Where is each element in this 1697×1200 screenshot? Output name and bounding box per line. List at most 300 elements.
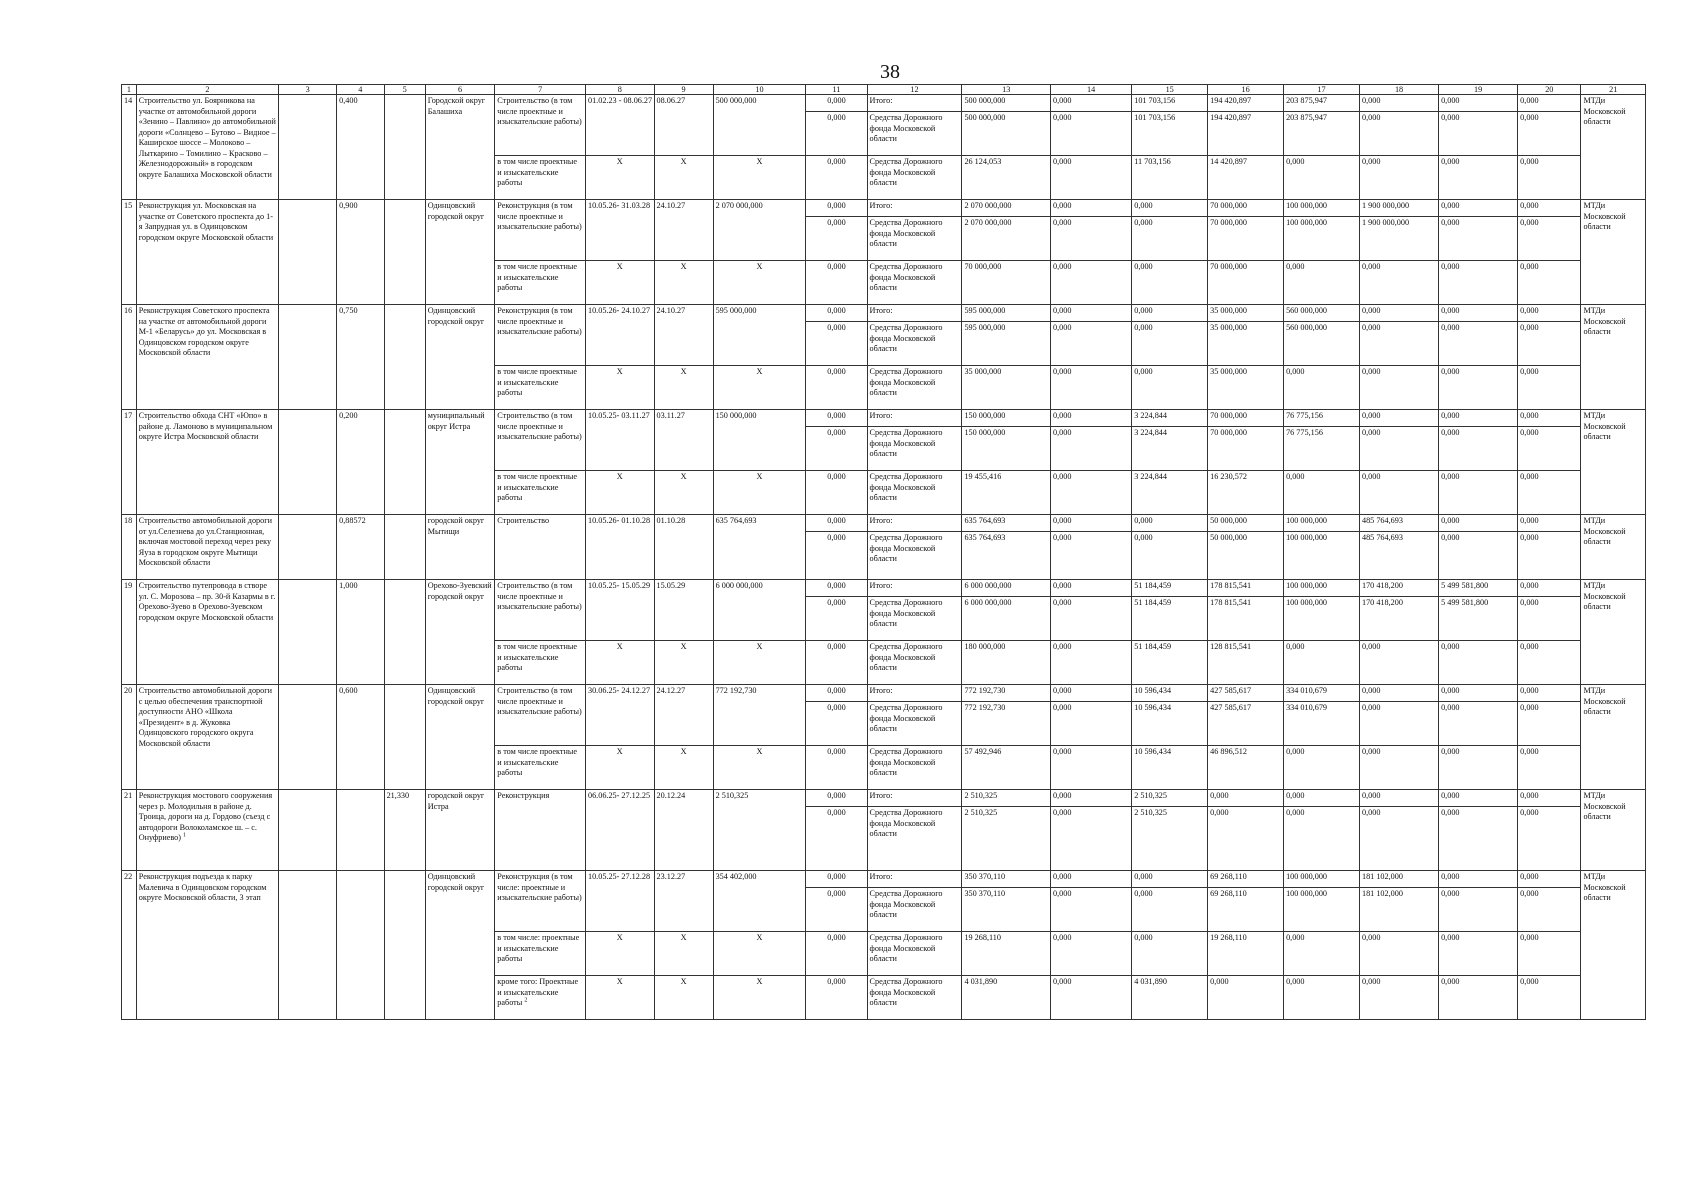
col-11-value: 0,000 [806, 322, 867, 366]
column-3-cell [279, 95, 337, 200]
customer: МТДи Московской области [1581, 685, 1646, 790]
column-number: 14 [1051, 85, 1132, 95]
amount-cell: 427 585,617 [1208, 702, 1284, 746]
commission-date: 24.10.27 [654, 305, 713, 366]
total-cost: 635 764,693 [713, 515, 806, 580]
length-km-alt [384, 515, 425, 580]
amount-cell: 0,000 [1359, 976, 1438, 1020]
column-number: 13 [962, 85, 1051, 95]
commission-date: 08.06.27 [654, 95, 713, 156]
period-dates: 10.05.26- 31.03.28 [585, 200, 654, 261]
column-number: 11 [806, 85, 867, 95]
funding-source: Итого: [867, 685, 962, 702]
work-type-text: в том числе проектные и изыскательские работы [497, 747, 578, 777]
amount-cell: 0,000 [1518, 746, 1581, 790]
col-11-value: 0,000 [806, 888, 867, 932]
amount-cell: 0,000 [1518, 807, 1581, 871]
commission-date: 20.12.24 [654, 790, 713, 871]
amount-cell: 0,000 [1132, 200, 1208, 217]
work-type-text: Строительство (в том числе проектные и изыскательские работы) [497, 96, 582, 126]
amount-cell: 100 000,000 [1284, 200, 1360, 217]
amount-cell: 0,000 [1518, 641, 1581, 685]
amount-cell: 50 000,000 [1208, 532, 1284, 580]
funding-source: Средства Дорожного фонда Московской области [867, 746, 962, 790]
column-number: 19 [1439, 85, 1518, 95]
column-3-cell [279, 515, 337, 580]
commission-date-mark: X [654, 932, 713, 976]
length-km-text: 0,400 [339, 96, 358, 105]
amount-cell: 0,000 [1051, 515, 1132, 532]
work-type-text: Строительство (в том числе проектные и изыскательские работы) [497, 581, 582, 611]
amount-cell: 0,000 [1359, 410, 1438, 427]
amount-cell: 10 596,434 [1132, 746, 1208, 790]
amount-cell: 0,000 [1439, 685, 1518, 702]
work-type-text: Реконструкция [497, 791, 550, 800]
period-dates-mark: X [585, 156, 654, 200]
project-number-text: 19 [124, 581, 133, 590]
amount-cell: 772 192,730 [962, 685, 1051, 702]
funding-source: Средства Дорожного фонда Московской области [867, 366, 962, 410]
amount-cell: 0,000 [1359, 305, 1438, 322]
project-name-text: Реконструкция ул. Московская на участке от Советского проспекта до 1-я Запрудная ул. в Одинцовском городском округе Московской области [138, 201, 274, 242]
col-11-value: 0,000 [806, 95, 867, 112]
amount-cell: 0,000 [1359, 790, 1438, 807]
amount-cell: 0,000 [1439, 217, 1518, 261]
commission-date-mark: X [654, 156, 713, 200]
footnote-mark: 2 [524, 997, 528, 1004]
work-type-text: в том числе проектные и изыскательские работы [497, 472, 578, 502]
length-km-alt [384, 790, 425, 871]
project-number [122, 95, 137, 200]
amount-cell: 0,000 [1051, 807, 1132, 871]
length-km-text: 1,000 [339, 581, 358, 590]
project-name [136, 95, 278, 200]
work-type-text: Строительство (в том числе проектные и изыскательские работы) [497, 686, 582, 716]
column-number: 9 [654, 85, 713, 95]
amount-cell: 35 000,000 [1208, 366, 1284, 410]
amount-cell: 427 585,617 [1208, 685, 1284, 702]
amount-cell: 0,000 [1132, 515, 1208, 532]
amount-cell: 0,000 [1284, 366, 1360, 410]
amount-cell: 70 000,000 [1208, 410, 1284, 427]
length-km-alt [384, 95, 425, 200]
funding-source: Средства Дорожного фонда Московской области [867, 112, 962, 156]
amount-cell: 0,000 [1284, 932, 1360, 976]
project-number-text: 14 [124, 96, 133, 105]
amount-cell: 100 000,000 [1284, 515, 1360, 532]
work-type-text: Строительство (в том числе проектные и изыскательские работы) [497, 411, 582, 441]
column-number: 20 [1518, 85, 1581, 95]
amount-cell: 50 000,000 [1208, 515, 1284, 532]
amount-cell: 0,000 [1208, 807, 1284, 871]
amount-cell: 150 000,000 [962, 427, 1051, 471]
period-dates-mark: X [585, 976, 654, 1020]
table-row [122, 95, 1646, 112]
amount-cell: 0,000 [1051, 471, 1132, 515]
amount-cell: 46 896,512 [1208, 746, 1284, 790]
amount-cell: 0,000 [1439, 322, 1518, 366]
amount-cell: 4 031,890 [962, 976, 1051, 1020]
column-number: 15 [1132, 85, 1208, 95]
column-number: 5 [384, 85, 425, 95]
amount-cell: 560 000,000 [1284, 322, 1360, 366]
amount-cell: 203 875,947 [1284, 95, 1360, 112]
amount-cell: 2 070 000,000 [962, 217, 1051, 261]
length-km-alt [384, 685, 425, 790]
customer: МТДи Московской области [1581, 410, 1646, 515]
amount-cell: 0,000 [1518, 685, 1581, 702]
funding-source: Средства Дорожного фонда Московской области [867, 932, 962, 976]
amount-cell: 0,000 [1439, 366, 1518, 410]
municipality [425, 305, 495, 410]
customer: МТДи Московской области [1581, 305, 1646, 410]
funding-source: Средства Дорожного фонда Московской области [867, 597, 962, 641]
amount-cell: 0,000 [1051, 641, 1132, 685]
period-dates-mark: X [585, 746, 654, 790]
project-name-text: Строительство обхода СНТ «Юпо» в районе д. Ламоново в муниципальном округе Истра Московской области [138, 411, 273, 441]
municipality [425, 580, 495, 685]
funding-source: Средства Дорожного фонда Московской области [867, 976, 962, 1020]
municipality-text: городской округ Истра [427, 791, 485, 811]
column-3-cell [279, 410, 337, 515]
total-cost: 595 000,000 [713, 305, 806, 366]
amount-cell: 0,000 [1359, 471, 1438, 515]
total-cost-mark: X [713, 156, 806, 200]
col-11-value: 0,000 [806, 580, 867, 597]
column-number: 12 [867, 85, 962, 95]
amount-cell: 0,000 [1439, 932, 1518, 976]
work-type [495, 580, 586, 641]
amount-cell: 0,000 [1439, 702, 1518, 746]
amount-cell: 0,000 [1051, 305, 1132, 322]
amount-cell: 76 775,156 [1284, 410, 1360, 427]
col-11-value: 0,000 [806, 261, 867, 305]
amount-cell: 180 000,000 [962, 641, 1051, 685]
col-11-value: 0,000 [806, 427, 867, 471]
project-number [122, 410, 137, 515]
municipality [425, 410, 495, 515]
amount-cell: 0,000 [1132, 532, 1208, 580]
amount-cell: 100 000,000 [1284, 217, 1360, 261]
period-dates: 10.05.26- 24.10.27 [585, 305, 654, 366]
col-11-value: 0,000 [806, 471, 867, 515]
amount-cell: 0,000 [1518, 702, 1581, 746]
amount-cell: 0,000 [1051, 427, 1132, 471]
commission-date-mark: X [654, 366, 713, 410]
total-cost-mark: X [713, 746, 806, 790]
amount-cell: 0,000 [1359, 641, 1438, 685]
column-number: 18 [1359, 85, 1438, 95]
col-11-value: 0,000 [806, 807, 867, 871]
work-type [495, 515, 586, 580]
amount-cell: 0,000 [1284, 156, 1360, 200]
amount-cell: 2 510,325 [962, 807, 1051, 871]
funding-source: Средства Дорожного фонда Московской области [867, 641, 962, 685]
length-km-alt [384, 410, 425, 515]
municipality [425, 515, 495, 580]
amount-cell: 485 764,693 [1359, 532, 1438, 580]
work-type [495, 366, 586, 410]
amount-cell: 0,000 [1439, 427, 1518, 471]
amount-cell: 0,000 [1359, 685, 1438, 702]
amount-cell: 1 900 000,000 [1359, 200, 1438, 217]
amount-cell: 0,000 [1518, 888, 1581, 932]
amount-cell: 10 596,434 [1132, 702, 1208, 746]
col-11-value: 0,000 [806, 305, 867, 322]
funding-source: Итого: [867, 871, 962, 888]
amount-cell: 0,000 [1051, 871, 1132, 888]
funding-source: Средства Дорожного фонда Московской области [867, 217, 962, 261]
column-number: 3 [279, 85, 337, 95]
amount-cell: 0,000 [1208, 790, 1284, 807]
project-name [136, 200, 278, 305]
work-type-text: в том числе проектные и изыскательские работы [497, 157, 578, 187]
column-3-cell [279, 871, 337, 1020]
municipality-text: Одинцовский городской округ [427, 306, 485, 326]
funding-source: Средства Дорожного фонда Московской области [867, 807, 962, 871]
length-km [337, 515, 384, 580]
total-cost-mark: X [713, 261, 806, 305]
project-number [122, 305, 137, 410]
amount-cell: 0,000 [1439, 807, 1518, 871]
col-11-value: 0,000 [806, 790, 867, 807]
amount-cell: 0,000 [1518, 410, 1581, 427]
project-name [136, 410, 278, 515]
work-type [495, 641, 586, 685]
amount-cell: 0,000 [1132, 261, 1208, 305]
work-type [495, 746, 586, 790]
period-dates: 01.02.23 - 08.06.27 [585, 95, 654, 156]
amount-cell: 0,000 [1051, 580, 1132, 597]
amount-cell: 2 510,325 [1132, 807, 1208, 871]
amount-cell: 0,000 [1051, 932, 1132, 976]
col-11-value: 0,000 [806, 112, 867, 156]
amount-cell: 3 224,844 [1132, 410, 1208, 427]
project-number-text: 18 [124, 516, 133, 525]
amount-cell: 0,000 [1359, 112, 1438, 156]
length-km-text: 0,88572 [339, 516, 366, 525]
amount-cell: 70 000,000 [962, 261, 1051, 305]
amount-cell: 0,000 [1518, 471, 1581, 515]
commission-date-mark: X [654, 976, 713, 1020]
amount-cell: 69 268,110 [1208, 871, 1284, 888]
amount-cell: 70 000,000 [1208, 261, 1284, 305]
work-type [495, 156, 586, 200]
amount-cell: 0,000 [1051, 200, 1132, 217]
table-row [122, 790, 1646, 807]
amount-cell: 0,000 [1439, 888, 1518, 932]
project-name [136, 685, 278, 790]
amount-cell: 3 224,844 [1132, 427, 1208, 471]
amount-cell: 334 010,679 [1284, 702, 1360, 746]
amount-cell: 0,000 [1132, 871, 1208, 888]
amount-cell: 0,000 [1439, 200, 1518, 217]
work-type-text: Реконструкция (в том числе проектные и изыскательские работы) [497, 306, 582, 336]
project-name-text: Реконструкция Советского проспекта на участке от автомобильной дороги М-1 «Беларусь» до ул. Московская в Одинцовском городском округе Московской области [138, 306, 270, 357]
funding-source: Средства Дорожного фонда Московской области [867, 471, 962, 515]
amount-cell: 70 000,000 [1208, 217, 1284, 261]
amount-cell: 0,000 [1359, 156, 1438, 200]
column-number: 16 [1208, 85, 1284, 95]
amount-cell: 0,000 [1051, 790, 1132, 807]
amount-cell: 0,000 [1518, 322, 1581, 366]
amount-cell: 0,000 [1439, 871, 1518, 888]
length-km-alt [384, 200, 425, 305]
project-name-text: Реконструкция подъезда к парку Малевича в Одинцовском городском округе Московской области, 3 этап [138, 872, 267, 902]
municipality [425, 95, 495, 200]
road-projects-table [121, 84, 1646, 1020]
col-11-value: 0,000 [806, 515, 867, 532]
amount-cell: 0,000 [1051, 410, 1132, 427]
project-name [136, 305, 278, 410]
amount-cell: 100 000,000 [1284, 597, 1360, 641]
amount-cell: 194 420,897 [1208, 112, 1284, 156]
project-number-text: 20 [124, 686, 133, 695]
work-type-text: Строительство [497, 516, 550, 525]
col-11-value: 0,000 [806, 597, 867, 641]
amount-cell: 0,000 [1132, 305, 1208, 322]
commission-date: 03.11.27 [654, 410, 713, 471]
work-type-text: Реконструкция (в том числе: проектные и изыскательские работы) [497, 872, 582, 902]
amount-cell: 35 000,000 [1208, 305, 1284, 322]
col-11-value: 0,000 [806, 200, 867, 217]
amount-cell: 150 000,000 [962, 410, 1051, 427]
amount-cell: 0,000 [1439, 261, 1518, 305]
work-type [495, 976, 586, 1020]
length-km-text: 0,600 [339, 686, 358, 695]
amount-cell: 19 268,110 [1208, 932, 1284, 976]
amount-cell: 35 000,000 [962, 366, 1051, 410]
amount-cell: 0,000 [1051, 366, 1132, 410]
amount-cell: 3 224,844 [1132, 471, 1208, 515]
funding-source: Средства Дорожного фонда Московской области [867, 532, 962, 580]
amount-cell: 0,000 [1051, 888, 1132, 932]
col-11-value: 0,000 [806, 410, 867, 427]
project-number-text: 16 [124, 306, 133, 315]
amount-cell: 0,000 [1359, 932, 1438, 976]
funding-source: Итого: [867, 580, 962, 597]
funding-source: Средства Дорожного фонда Московской области [867, 156, 962, 200]
customer: МТДи Московской области [1581, 580, 1646, 685]
amount-cell: 70 000,000 [1208, 427, 1284, 471]
commission-date-mark: X [654, 746, 713, 790]
funding-source: Средства Дорожного фонда Московской области [867, 427, 962, 471]
commission-date-mark: X [654, 471, 713, 515]
amount-cell: 0,000 [1439, 95, 1518, 112]
funding-source: Средства Дорожного фонда Московской области [867, 702, 962, 746]
amount-cell: 0,000 [1359, 366, 1438, 410]
work-type [495, 261, 586, 305]
amount-cell: 0,000 [1439, 410, 1518, 427]
amount-cell: 11 703,156 [1132, 156, 1208, 200]
customer: МТДи Московской области [1581, 515, 1646, 580]
table-row [122, 305, 1646, 322]
column-number-row [122, 85, 1646, 95]
amount-cell: 560 000,000 [1284, 305, 1360, 322]
amount-cell: 0,000 [1359, 807, 1438, 871]
municipality-text: Одинцовский городской округ [427, 201, 485, 221]
amount-cell: 0,000 [1051, 702, 1132, 746]
amount-cell: 194 420,897 [1208, 95, 1284, 112]
amount-cell: 0,000 [1359, 322, 1438, 366]
customer: МТДи Московской области [1581, 871, 1646, 1020]
work-type-text: Реконструкция (в том числе проектные и изыскательские работы) [497, 201, 582, 231]
col-11-value: 0,000 [806, 366, 867, 410]
work-type [495, 685, 586, 746]
funding-source: Итого: [867, 515, 962, 532]
amount-cell: 772 192,730 [962, 702, 1051, 746]
municipality [425, 200, 495, 305]
amount-cell: 0,000 [1518, 597, 1581, 641]
project-name [136, 515, 278, 580]
funding-source: Итого: [867, 410, 962, 427]
length-km-text: 0,200 [339, 411, 358, 420]
amount-cell: 0,000 [1051, 976, 1132, 1020]
amount-cell: 0,000 [1359, 427, 1438, 471]
length-km-text: 0,900 [339, 201, 358, 210]
amount-cell: 0,000 [1439, 515, 1518, 532]
project-number-text: 15 [124, 201, 133, 210]
work-type [495, 790, 586, 871]
amount-cell: 500 000,000 [962, 112, 1051, 156]
funding-source: Итого: [867, 95, 962, 112]
amount-cell: 0,000 [1359, 746, 1438, 790]
amount-cell: 0,000 [1359, 702, 1438, 746]
work-type [495, 200, 586, 261]
commission-date: 23.12.27 [654, 871, 713, 932]
commission-date: 01.10.28 [654, 515, 713, 580]
project-name [136, 580, 278, 685]
period-dates-mark: X [585, 932, 654, 976]
table-row [122, 200, 1646, 217]
length-km [337, 871, 384, 1020]
total-cost: 150 000,000 [713, 410, 806, 471]
column-number: 10 [713, 85, 806, 95]
municipality [425, 685, 495, 790]
amount-cell: 0,000 [1284, 790, 1360, 807]
work-type-text: в том числе проектные и изыскательские работы [497, 262, 578, 292]
amount-cell: 4 031,890 [1132, 976, 1208, 1020]
length-km-alt [384, 305, 425, 410]
total-cost-mark: X [713, 471, 806, 515]
column-3-cell [279, 790, 337, 871]
customer: МТДи Московской области [1581, 95, 1646, 200]
municipality [425, 871, 495, 1020]
work-type-text: в том числе: проектные и изыскательские работы [497, 933, 580, 963]
amount-cell: 350 370,110 [962, 871, 1051, 888]
amount-cell: 101 703,156 [1132, 112, 1208, 156]
column-number: 21 [1581, 85, 1646, 95]
period-dates-mark: X [585, 471, 654, 515]
amount-cell: 0,000 [1132, 217, 1208, 261]
total-cost-mark: X [713, 366, 806, 410]
amount-cell: 350 370,110 [962, 888, 1051, 932]
customer: МТДи Московской области [1581, 790, 1646, 871]
municipality-text: Городской округ Балашиха [427, 96, 486, 116]
column-3-cell [279, 305, 337, 410]
commission-date: 15.05.29 [654, 580, 713, 641]
amount-cell: 0,000 [1132, 322, 1208, 366]
amount-cell: 203 875,947 [1284, 112, 1360, 156]
amount-cell: 70 000,000 [1208, 200, 1284, 217]
column-3-cell [279, 580, 337, 685]
amount-cell: 0,000 [1518, 532, 1581, 580]
column-number: 7 [495, 85, 586, 95]
project-number [122, 515, 137, 580]
column-number: 17 [1284, 85, 1360, 95]
amount-cell: 178 815,541 [1208, 597, 1284, 641]
col-11-value: 0,000 [806, 871, 867, 888]
